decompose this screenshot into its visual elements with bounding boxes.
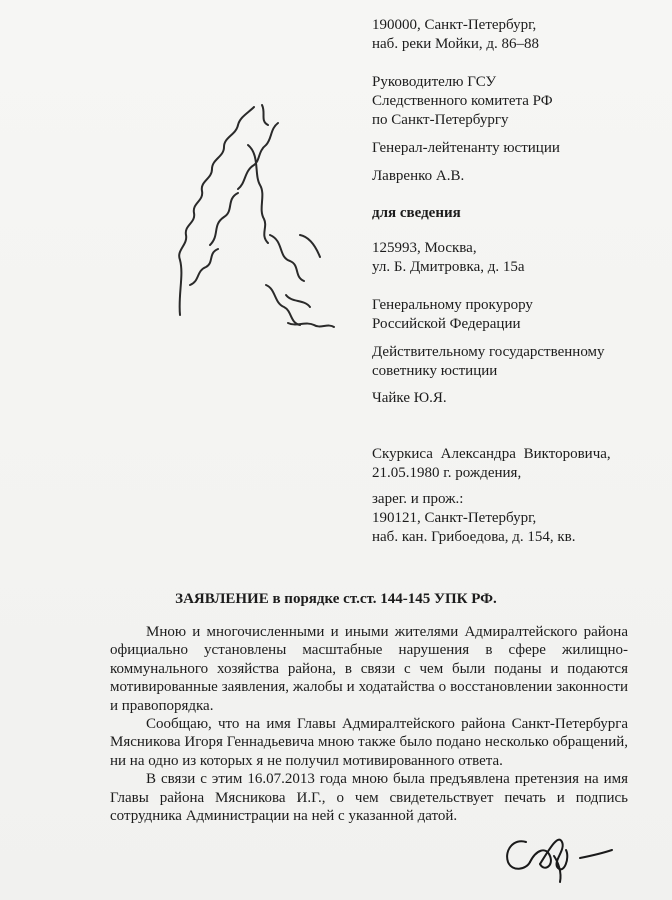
recipient2 [372,296,662,334]
applicant [372,445,662,483]
recipient2-name: Чайке Ю.Я. [372,390,447,406]
address-line: 190000, Санкт-Петербург, [372,17,537,33]
recipient1-rank: Генерал-лейтенанту юстиции [372,140,560,156]
recipient2-rank [372,343,662,381]
address-line: 125993, Москва, [372,240,477,256]
signature [500,828,620,888]
recipient1 [372,73,662,130]
paragraph: Мною и многочисленными и иными жителями Адмиралтейского района официально установлены масштабные нарушения в сфере жилищно-коммунального хозяйства района, в связи с чем были поданы и подаются мотивированные заявления, жалобы и ходатайства о восстановлении законности и правопорядка. [110,624,628,714]
address-line: наб. реки Мойки, д. 86–88 [372,36,539,52]
address-line: зарег. и прож.: [372,491,464,507]
paragraph: В связи с этим 16.07.2013 года мною была предъявлена претензия на имя Главы района Мясникова И.Г., о чем свидетельствует печать и подпись сотрудника Администрации на ней с указанной датой. [110,771,628,825]
applicant-line: Скуркиса Александра Викторовича, [372,446,611,462]
recipient1-name: Лавренко А.В. [372,168,465,184]
handwritten-resolution [150,85,350,345]
recipient-line: по Санкт-Петербургу [372,112,509,128]
document-body [110,623,628,825]
recipient-line: Российской Федерации [372,316,521,332]
applicant-address [372,490,662,547]
rank-line: советнику юстиции [372,363,498,379]
document-title: ЗАЯВЛЕНИЕ в порядке ст.ст. 144-145 УПК РФ. [175,591,497,607]
recipient2-address [372,239,662,277]
for-info-label: для сведения [372,205,461,221]
applicant-line: 21.05.1980 г. рождения, [372,465,522,481]
paragraph: Сообщаю, что на имя Главы Адмиралтейского района Санкт-Петербурга Мясникова Игоря Геннадьевича мною также было подано несколько обращений, ни на одно из которых я не получил мотивированного ответа. [110,716,628,769]
recipient-line: Следственного комитета РФ [372,93,553,109]
address-line: 190121, Санкт-Петербург, [372,510,537,526]
rank-line: Действительному государственному [372,344,605,360]
recipient-line: Руководителю ГСУ [372,74,497,90]
address-line: ул. Б. Дмитровка, д. 15а [372,259,525,275]
sender-address [372,16,662,54]
address-line: наб. кан. Грибоедова, д. 154, кв. [372,529,576,545]
recipient-line: Генеральному прокурору [372,297,533,313]
